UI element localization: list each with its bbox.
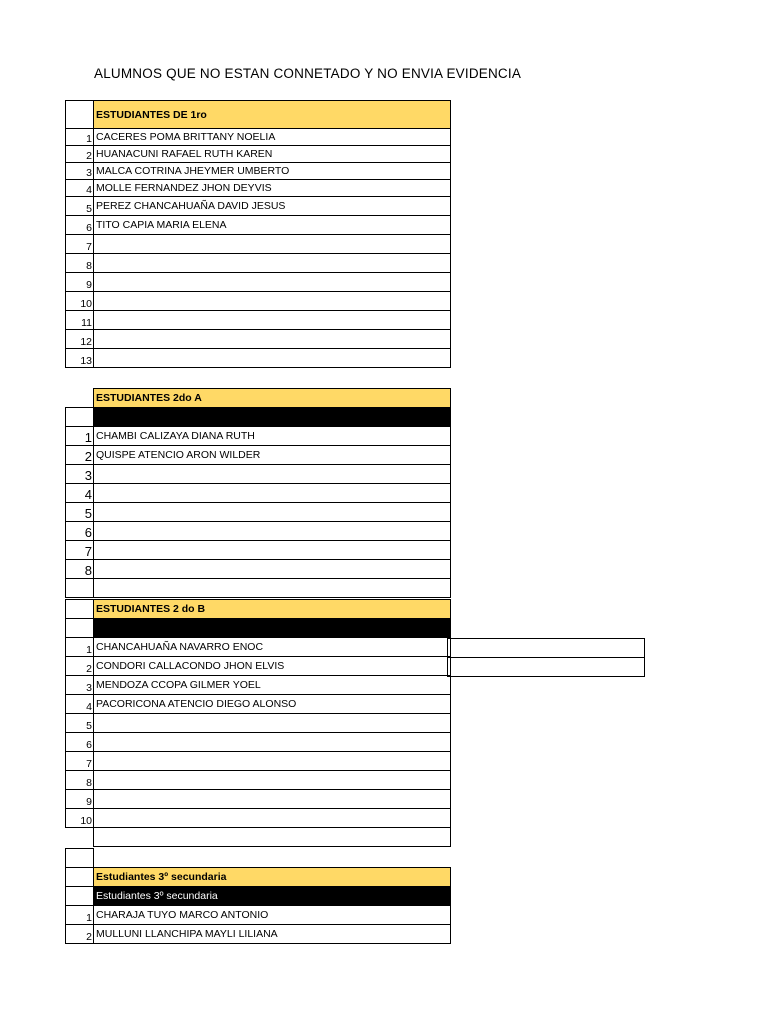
row-number: 3 [66,676,94,695]
table-row [66,427,451,446]
table-row [66,197,451,216]
row-number: 3 [66,465,94,484]
table-row [66,752,451,771]
row-number: 1 [66,906,94,925]
table-1ro [65,100,451,368]
table-row [66,216,451,235]
table-row [66,273,451,292]
student-name [94,541,451,560]
row-number: 6 [66,522,94,541]
name-cell [94,828,451,847]
student-name: MOLLE FERNANDEZ JHON DEYVIS [94,180,451,197]
row-number-cell [66,389,94,408]
row-number-cell [66,600,94,619]
table-row [66,330,451,349]
row-number: 9 [66,273,94,292]
table-row [66,146,451,163]
table-row [66,733,451,752]
table-row [66,522,451,541]
table-row [66,311,451,330]
row-number: 5 [66,714,94,733]
section-header: ESTUDIANTES DE 1ro [94,101,451,129]
student-name [94,503,451,522]
section-header: ESTUDIANTES 2 do B [94,600,451,619]
table-row [66,714,451,733]
table-body [66,638,451,828]
student-name: QUISPE ATENCIO ARON WILDER [94,446,451,465]
student-name: CHAMBI CALIZAYA DIANA RUTH [94,427,451,446]
row-number: 7 [66,752,94,771]
row-number: 2 [66,146,94,163]
row-number-cell [66,849,94,868]
student-name: CHARAJA TUYO MARCO ANTONIO [94,906,451,925]
empty-row [66,849,451,868]
row-number: 8 [66,771,94,790]
table-row [66,906,451,925]
student-name [94,254,451,273]
student-name: CHANCAHUAÑA NAVARRO ENOC [94,638,451,657]
row-number: 10 [66,292,94,311]
table-row [66,676,451,695]
empty-row [66,579,451,598]
row-number: 1 [66,427,94,446]
table-row [66,503,451,522]
table-row [66,292,451,311]
row-number: 10 [66,809,94,828]
student-name [94,733,451,752]
extra-cell [447,657,645,677]
row-number: 8 [66,560,94,579]
table-row [66,695,451,714]
black-row [66,887,451,906]
table-row [66,446,451,465]
black-bar [94,408,451,427]
table-body [66,129,451,368]
table-2do-a [65,388,451,598]
name-cell [94,849,451,868]
row-number: 1 [66,129,94,146]
row-number: 7 [66,541,94,560]
table-row [66,163,451,180]
student-name [94,465,451,484]
student-name: PACORICONA ATENCIO DIEGO ALONSO [94,695,451,714]
student-name [94,235,451,254]
table-row [66,254,451,273]
name-cell [94,579,451,598]
table-row [66,657,451,676]
table-row [66,541,451,560]
student-name [94,809,451,828]
table-row [66,638,451,657]
row-number: 3 [66,163,94,180]
table-header-row [66,868,451,887]
page-title: ALUMNOS QUE NO ESTAN CONNETADO Y NO ENVIA EVIDENCIA [94,66,522,81]
table-header-row [66,389,451,408]
student-name [94,714,451,733]
row-number: 9 [66,790,94,809]
student-name: MALCA COTRINA JHEYMER UMBERTO [94,163,451,180]
black-row [66,619,451,638]
student-name: PEREZ CHANCAHUAÑA DAVID JESUS [94,197,451,216]
table-row [66,349,451,368]
table-row [66,925,451,944]
row-number: 2 [66,657,94,676]
table-2do-b [65,599,451,847]
row-number: 8 [66,254,94,273]
table-row [66,465,451,484]
row-number: 4 [66,695,94,714]
student-name: HUANACUNI RAFAEL RUTH KAREN [94,146,451,163]
table-header-row [66,600,451,619]
table-row [66,235,451,254]
row-number-cell [66,619,94,638]
row-number: 1 [66,638,94,657]
student-name [94,349,451,368]
row-number-cell [66,408,94,427]
black-row [66,408,451,427]
row-number: 4 [66,180,94,197]
student-name [94,292,451,311]
student-name: MULLUNI LLANCHIPA MAYLI LILIANA [94,925,451,944]
row-number: 7 [66,235,94,254]
student-name: TITO CAPIA MARIA ELENA [94,216,451,235]
section-header: ESTUDIANTES 2do A [94,389,451,408]
student-name [94,790,451,809]
table-body [66,427,451,579]
extra-cell [447,638,645,658]
student-name: CONDORI CALLACONDO JHON ELVIS [94,657,451,676]
table-row [66,180,451,197]
row-number: 4 [66,484,94,503]
table-row [66,129,451,146]
row-number: 2 [66,446,94,465]
row-number-cell [66,868,94,887]
student-name [94,311,451,330]
row-number: 6 [66,216,94,235]
table-row [66,771,451,790]
student-name: MENDOZA CCOPA GILMER YOEL [94,676,451,695]
empty-row [66,828,451,847]
row-number-cell [66,579,94,598]
section-subheader: Estudiantes 3º secundaria [94,887,451,906]
table-row [66,790,451,809]
row-number: 5 [66,197,94,216]
table-3ro [65,848,451,944]
student-name [94,560,451,579]
black-bar [94,619,451,638]
row-number: 11 [66,311,94,330]
table-body [66,906,451,944]
student-name [94,330,451,349]
row-number: 6 [66,733,94,752]
table-header-row [66,101,451,129]
row-number: 2 [66,925,94,944]
row-number: 5 [66,503,94,522]
student-name [94,522,451,541]
row-number: 13 [66,349,94,368]
table-row [66,560,451,579]
student-name [94,771,451,790]
table-row [66,809,451,828]
section-header: Estudiantes 3º secundaria [94,868,451,887]
row-number: 12 [66,330,94,349]
student-name [94,752,451,771]
table-row [66,484,451,503]
student-name [94,484,451,503]
row-number-cell [66,101,94,129]
student-name [94,273,451,292]
row-number-cell [66,828,94,847]
student-name: CACERES POMA BRITTANY NOELIA [94,129,451,146]
row-number-cell [66,887,94,906]
